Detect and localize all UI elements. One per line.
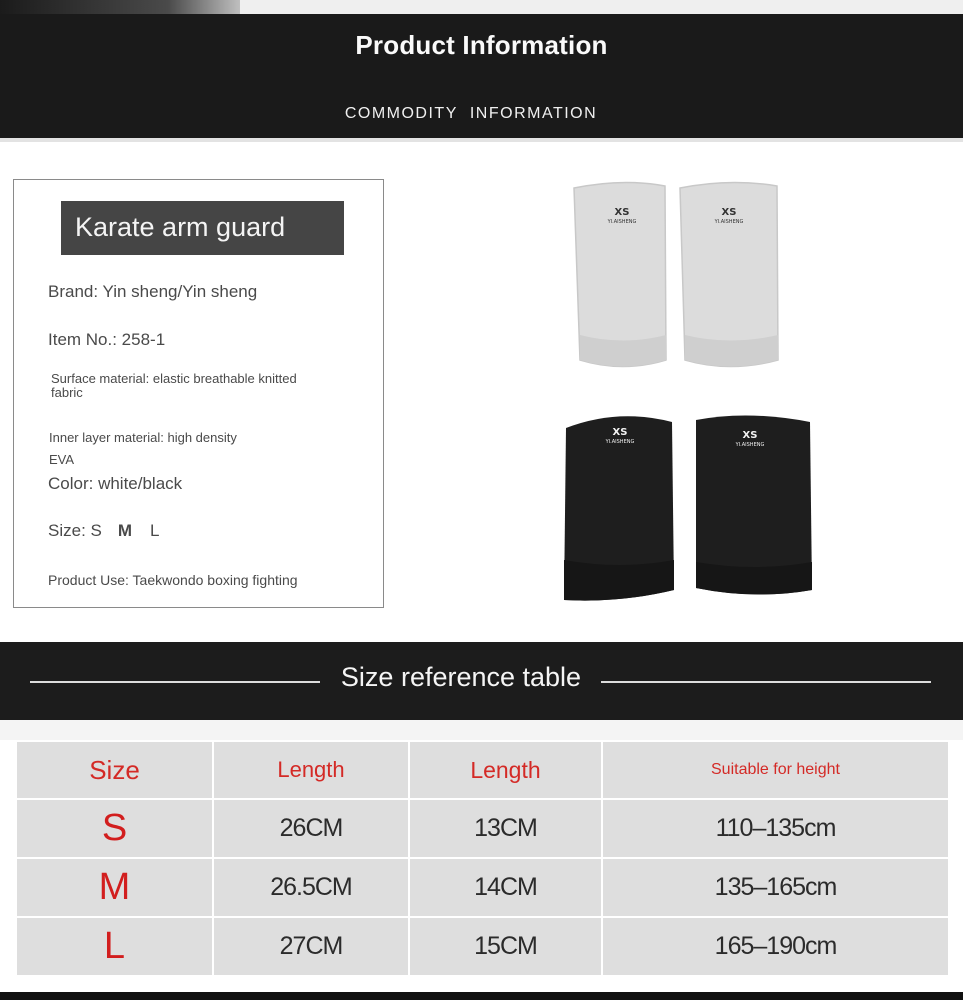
top-gradient [0,0,240,14]
below-banner-strip [0,720,963,740]
length-cell: 27CM [213,917,409,976]
black-guard-right-logo-text: YI.AISHENG [735,442,765,448]
white-guard-left [574,182,666,366]
black-guard-right-logo-mark: XS [742,430,758,441]
table-row [16,917,949,976]
size-cell: S [16,799,213,858]
size-reference-table [15,740,950,977]
product-name: Karate arm guard [61,201,344,255]
size-line [48,521,160,541]
item-number-line: Item No.: 258-1 [48,330,166,349]
banner-rule-right [601,681,931,683]
size-reference-banner [0,642,963,720]
inner-material-text-1: Inner layer material: high density [49,430,237,445]
white-guard-left-logo-text: YI.AISHENG [607,219,637,225]
black-guard-left [564,416,674,600]
white-guard-left-logo-mark: XS [614,207,630,218]
size-m: M [117,521,133,540]
surface-material-line [51,373,297,398]
arm-guard-product-image [540,170,830,620]
surface-material-text-1: Surface material: elastic breathable knitted [51,371,297,386]
length-cell: 15CM [409,917,602,976]
height-cell: 135–165cm [602,858,949,917]
size-cell: M [16,858,213,917]
header-subtitle [0,105,942,123]
table-row [16,858,949,917]
color-line: Color: white/black [48,474,183,493]
length-cell: 13CM [409,799,602,858]
subtitle-word-1: COMMODITY [344,105,458,122]
header-divider [0,138,963,142]
white-guard-right-logo-mark: XS [721,207,737,218]
size-l: L [150,521,160,540]
white-guard-right-logo-text: YI.AISHENG [714,219,744,225]
table-row [16,799,949,858]
height-cell: 110–135cm [602,799,949,858]
product-information-header [0,14,963,138]
height-cell: 165–190cm [602,917,949,976]
inner-material-text-2: EVA [49,452,75,467]
header-suitable-height: Suitable for height [602,741,949,799]
header-title: Product Information [355,30,608,60]
product-use-line: Product Use: Taekwondo boxing fighting [48,572,298,588]
black-guard-left-logo-text: YI.AISHENG [605,439,635,445]
header-size: Size [16,741,213,799]
length-cell: 26CM [213,799,409,858]
top-strip [0,0,963,14]
header-length-1: Length [213,741,409,799]
surface-material-text-2: fabric [51,385,83,400]
black-guard-right [696,415,812,594]
brand-line: Brand: Yin sheng/Yin sheng [48,282,258,301]
length-cell: 26.5CM [213,858,409,917]
white-guard-right [680,182,778,366]
product-info-box [13,179,384,608]
bottom-strip [0,992,963,1000]
subtitle-word-2: INFORMATION [469,105,598,122]
size-cell: L [16,917,213,976]
size-reference-title: Size reference table [340,662,582,692]
table-header-row [16,741,949,799]
size-label: Size: S [48,521,102,540]
length-cell: 14CM [409,858,602,917]
black-guard-left-logo-mark: XS [612,427,628,438]
header-length-2: Length [409,741,602,799]
inner-material-line [49,427,237,471]
